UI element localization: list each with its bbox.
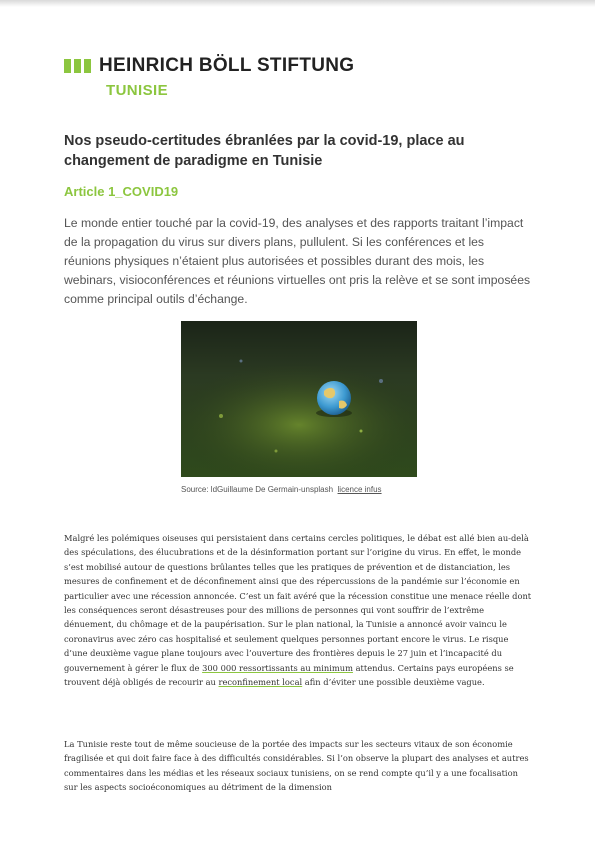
license-link[interactable]: licence infus [337, 485, 382, 494]
ressortissants-link[interactable]: 300 000 ressortissants au minimum [202, 662, 353, 673]
globe-on-grass-photo [181, 321, 417, 477]
caption-source: Source: ldGuillaume De Germain-unsplash [181, 485, 334, 494]
foundation-logo [64, 55, 354, 99]
p1-text-b: attendus. Certains pays européens se trouvent déjà obligés de recourir au [64, 662, 514, 688]
article-title: Nos pseudo-certitudes ébranlées par la covid-19, place au changement de paradigme en Tunisie [64, 133, 465, 169]
top-shadow [0, 0, 595, 7]
p1-text-a: Malgré les polémiques oiseuses qui persistaient dans certains cercles politiques, le débat est allé bien au-delà des spéculations, des élucubrations et de la désinformation portant sur l’origine du virus. En effet, le monde s’est mobilisé autour de questions brûlantes telles que les pratiques de prévention et de distanciation, les mesures de confinement et de déconfinement ainsi que des répercussions de la pandémie sur l’économie en particulier avec une récession annoncée. C’est un fait avéré que la récession constitue une menace réelle dont les conséquences seront désastreuses pour des millions de personnes qui vont souffrir de l’extrême dénuement, du chômage et de la paupérisation. Sur le plan national, la Tunisie a annoncé avoir vaincu le coronavirus avec zéro cas hospitalisé et seulement quelques personnes portant encore le virus. Le risque d’une deuxième vague plane toujours avec l’ouverture des frontières depuis le 27 juin et l’incapacité du gouvernement à gérer le flux de [64, 533, 532, 673]
logo-bars-icon [64, 59, 91, 73]
body-paragraph-1 [64, 531, 534, 689]
brand-name: HEINRICH BÖLL STIFTUNG [99, 55, 355, 76]
article-label: Article 1_COVID19 [64, 184, 179, 199]
image-caption [181, 484, 421, 496]
brand-subtitle: TUNISIE [106, 82, 168, 99]
lead-paragraph: Le monde entier touché par la covid-19, des analyses et des rapports traitant l’impact de la propagation du virus sur divers plans, pullulent. Si les conférences et les réunions physiques n’étaient plus autorisées et possibles durant des mois, les webinars, visioconférences et réunions virtuelles ont pris la relève et se sont imposées comme principal outils d’échange. [64, 216, 531, 306]
reconfinement-link[interactable]: reconfinement local [218, 677, 303, 688]
p1-text-c: afin d’éviter une possible deuxième vague. [302, 677, 485, 688]
body-paragraph-2: La Tunisie reste tout de même soucieuse de la portée des impacts sur les secteurs vitaux de son économie fragilisée et qui doit faire face à des difficultés considérables. Si l’on observe la plupart des analyses et autres commentaires dans les médias et les réseaux sociaux tunisiens, on se rend compte qu’il y a une focalisation sur les aspects socioéconomiques au détriment de la dimension [64, 739, 529, 793]
